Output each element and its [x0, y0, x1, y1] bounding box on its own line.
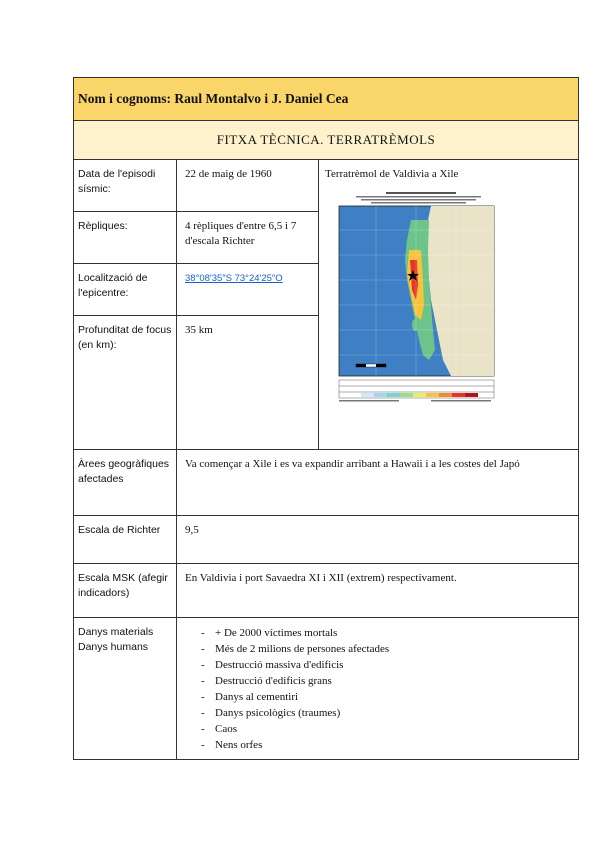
list-item: - Destrucció massiva d'edificis [201, 657, 572, 673]
msk-label: Escala MSK (afegir indicadors) [74, 564, 177, 618]
list-item: - Més de 2 milions de persones afectades [201, 641, 572, 657]
list-item: - Danys al cementiri [201, 689, 572, 705]
msk-value: En Valdivia i port Savaedra XI i XII (extrem) respectivament. [177, 564, 579, 618]
date-label: Data de l'episodi sísmic: [74, 160, 177, 212]
replicas-label: Rèpliques: [74, 212, 177, 264]
list-item: - Nens orfes [201, 737, 572, 753]
date-value: 22 de maig de 1960 [177, 160, 319, 212]
image-caption: Terratrèmol de Valdivia a Xile [325, 168, 459, 180]
list-item: - + De 2000 víctimes mortals [201, 625, 572, 641]
technical-sheet [73, 77, 578, 760]
image-cell [319, 160, 579, 450]
earthquake-intensity-map [331, 190, 511, 405]
areas-label: Àrees geogràfiques afectades [74, 450, 177, 516]
list-item: - Destrucció d'edificis grans [201, 673, 572, 689]
epicenter-coordinates-link[interactable]: 38°08′35″S 73°24′25″O [185, 273, 283, 284]
damage-material-label: Danys materials [78, 626, 154, 638]
damage-value [177, 618, 579, 760]
richter-label: Escala de Richter [74, 516, 177, 564]
epicenter-label: Localització de l'epicentre: [74, 264, 177, 316]
list-item: - Danys psicològics (traumes) [201, 705, 572, 721]
damage-human-label: Danys humans [78, 641, 149, 653]
replicas-value: 4 rèpliques d'entre 6,5 i 7 d'escala Richter [177, 212, 319, 264]
intensity-map-image [331, 190, 506, 405]
name-header: Nom i cognoms: Raul Montalvo i J. Daniel Cea [74, 78, 579, 121]
areas-value: Va començar a Xile i es va expandir arribant a Hawaii i a les costes del Japó [177, 450, 579, 516]
damage-list [185, 625, 572, 753]
depth-value: 35 km [177, 316, 319, 450]
sheet-title: FITXA TÈCNICA. TERRATRÈMOLS [74, 121, 579, 160]
technical-sheet-table [73, 77, 579, 760]
richter-value: 9,5 [177, 516, 579, 564]
list-item: - Caos [201, 721, 572, 737]
depth-label: Profunditat de focus (en km): [74, 316, 177, 450]
damage-labels [74, 618, 177, 760]
